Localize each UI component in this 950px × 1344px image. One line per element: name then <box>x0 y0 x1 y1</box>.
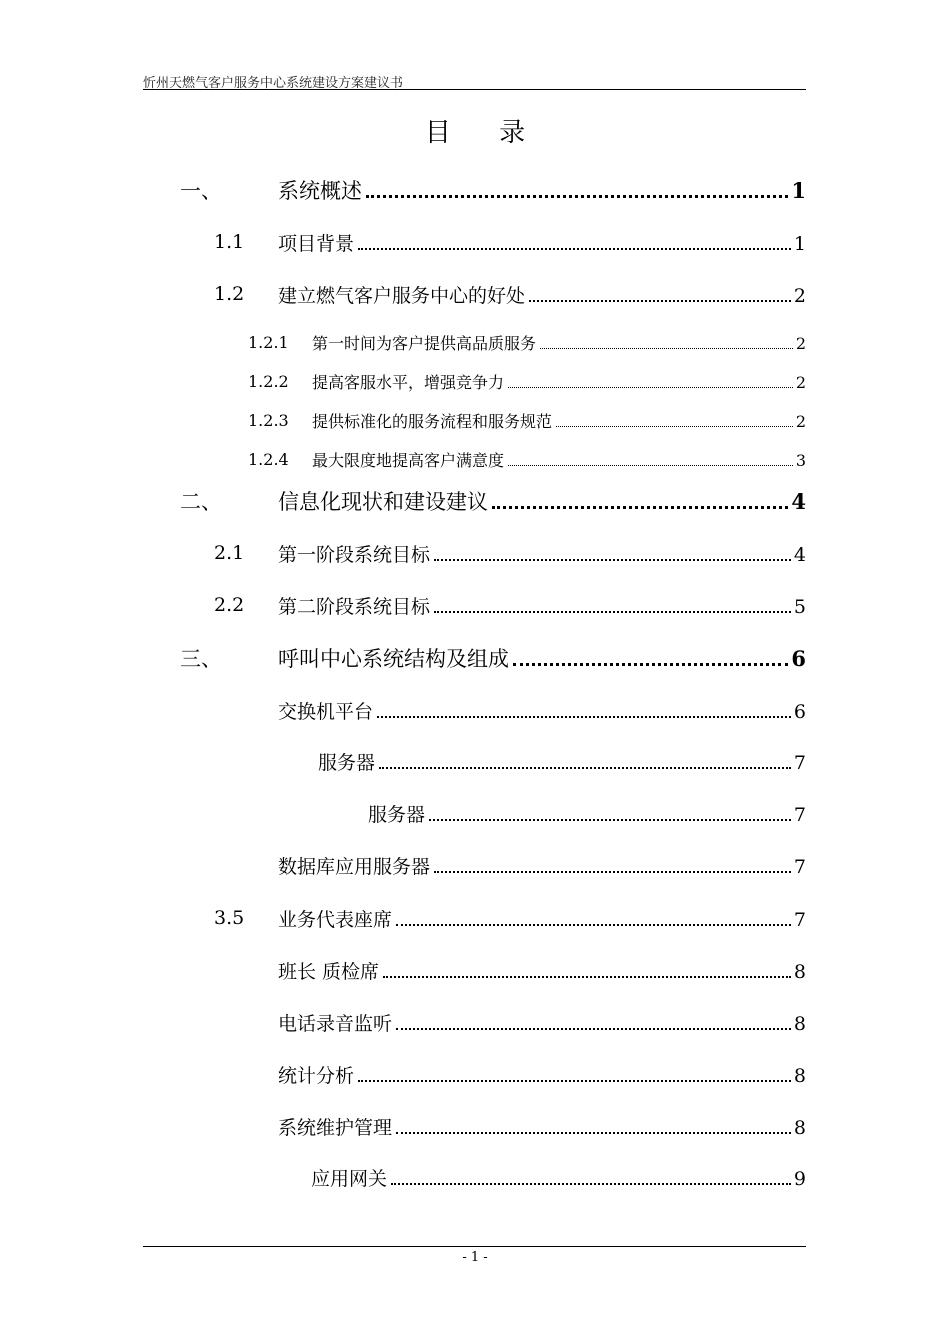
toc-number: 一、 <box>180 179 222 203</box>
toc-entry[interactable] <box>248 404 806 436</box>
toc-page-number: 1 <box>793 232 806 255</box>
toc-entry[interactable] <box>368 797 806 829</box>
page-title: 目 录 <box>424 118 546 148</box>
toc-title: 系统概述 <box>278 179 362 203</box>
toc-entry[interactable] <box>278 1006 806 1038</box>
toc-number: 3.5 <box>214 907 245 929</box>
toc-title: 业务代表座席 <box>278 908 393 931</box>
toc-entry[interactable] <box>278 1110 806 1142</box>
toc-entry[interactable] <box>278 954 806 986</box>
toc-entry[interactable] <box>214 278 806 310</box>
toc-page-number: 2 <box>795 411 806 431</box>
toc-title: 信息化现状和建设建议 <box>278 490 488 514</box>
toc-leader-dots <box>434 559 791 561</box>
toc-title: 提供标准化的服务流程和服务规范 <box>312 411 553 431</box>
toc-page-number: 7 <box>793 855 806 878</box>
toc-title: 最大限度地提高客户满意度 <box>312 450 505 470</box>
toc-title: 交换机平台 <box>278 700 374 723</box>
toc-entry[interactable] <box>278 849 806 881</box>
header-title: 忻州天燃气客户服务中心系统建设方案建议书 <box>143 76 404 91</box>
toc-number: 1.2.4 <box>248 449 289 469</box>
toc-leader-dots <box>396 924 791 926</box>
toc-title: 班长 质检席 <box>278 960 380 983</box>
toc-leader-dots <box>492 506 788 509</box>
toc-leader-dots <box>556 426 793 427</box>
toc-page-number: 1 <box>791 178 806 203</box>
toc-leader-dots <box>379 767 791 769</box>
toc-page-number: 5 <box>793 595 806 618</box>
toc-page-number: 8 <box>793 1064 806 1087</box>
toc-page-number: 8 <box>793 1116 806 1139</box>
toc-title: 第一阶段系统目标 <box>278 543 431 566</box>
toc-leader-dots <box>377 716 791 718</box>
toc-number: 二、 <box>180 490 222 514</box>
toc-title: 项目背景 <box>278 232 355 255</box>
toc-entry[interactable] <box>214 902 806 934</box>
toc-title: 建立燃气客户服务中心的好处 <box>278 284 526 307</box>
toc-page-number: 4 <box>793 543 806 566</box>
toc-entry[interactable] <box>248 365 806 397</box>
toc-number: 三、 <box>180 647 222 671</box>
toc-entry[interactable] <box>214 226 806 258</box>
toc-leader-dots <box>540 348 793 349</box>
toc-leader-dots <box>529 300 791 302</box>
toc-number: 1.2.2 <box>248 371 289 391</box>
toc-title: 提高客服水平，增强竞争力 <box>312 372 505 392</box>
toc-entry[interactable] <box>311 1161 806 1193</box>
toc-page-number: 8 <box>793 1012 806 1035</box>
toc-title: 电话录音监听 <box>278 1012 393 1035</box>
toc-leader-dots <box>508 465 793 466</box>
toc-page-number: 3 <box>795 450 806 470</box>
toc-title: 数据库应用服务器 <box>278 855 431 878</box>
toc-leader-dots <box>366 195 788 198</box>
toc-leader-dots <box>358 248 791 250</box>
toc-leader-dots <box>391 1183 791 1185</box>
toc-number: 2.2 <box>214 594 245 616</box>
toc-page-number: 2 <box>795 372 806 392</box>
toc-number: 1.2 <box>214 283 245 305</box>
toc-leader-dots <box>429 819 791 821</box>
toc-leader-dots <box>383 976 791 978</box>
toc-title: 服务器 <box>318 751 376 774</box>
toc-page-number: 2 <box>793 284 806 307</box>
toc-page-number: 6 <box>791 646 806 671</box>
toc-page-number: 2 <box>795 333 806 353</box>
toc-page-number: 6 <box>793 700 806 723</box>
toc-title: 第一时间为客户提供高品质服务 <box>312 333 537 353</box>
toc-title: 第二阶段系统目标 <box>278 595 431 618</box>
toc-entry[interactable] <box>318 745 806 777</box>
toc-number: 1.2.3 <box>248 410 289 430</box>
toc-entry[interactable] <box>248 443 806 475</box>
toc-leader-dots <box>396 1132 791 1134</box>
toc-number: 1.1 <box>214 231 245 253</box>
toc-page-number: 7 <box>793 908 806 931</box>
toc-number: 1.2.1 <box>248 332 289 352</box>
header-divider <box>143 89 806 90</box>
toc-leader-dots <box>513 663 788 666</box>
toc-page-number: 8 <box>793 960 806 983</box>
toc-leader-dots <box>508 387 793 388</box>
toc-leader-dots <box>396 1028 791 1030</box>
toc-leader-dots <box>434 611 791 613</box>
toc-title: 服务器 <box>368 803 426 826</box>
toc-title: 应用网关 <box>311 1167 388 1190</box>
toc-title: 呼叫中心系统结构及组成 <box>278 647 509 671</box>
toc-page-number: 7 <box>793 803 806 826</box>
page-number: - 1 - <box>462 1250 488 1265</box>
toc-title: 统计分析 <box>278 1064 355 1087</box>
toc-entry[interactable] <box>180 642 806 674</box>
toc-entry[interactable] <box>180 485 806 517</box>
toc-page-number: 4 <box>791 489 806 514</box>
toc-leader-dots <box>358 1080 791 1082</box>
toc-entry[interactable] <box>278 694 806 726</box>
toc-page-number: 9 <box>793 1167 806 1190</box>
toc-entry[interactable] <box>278 1058 806 1090</box>
toc-entry[interactable] <box>248 326 806 358</box>
toc-entry[interactable] <box>214 589 806 621</box>
footer-divider <box>143 1246 806 1247</box>
toc-entry[interactable] <box>214 537 806 569</box>
toc-entry[interactable] <box>180 174 806 206</box>
toc-number: 2.1 <box>214 542 245 564</box>
toc-page-number: 7 <box>793 751 806 774</box>
toc-title: 系统维护管理 <box>278 1116 393 1139</box>
toc-leader-dots <box>434 871 791 873</box>
